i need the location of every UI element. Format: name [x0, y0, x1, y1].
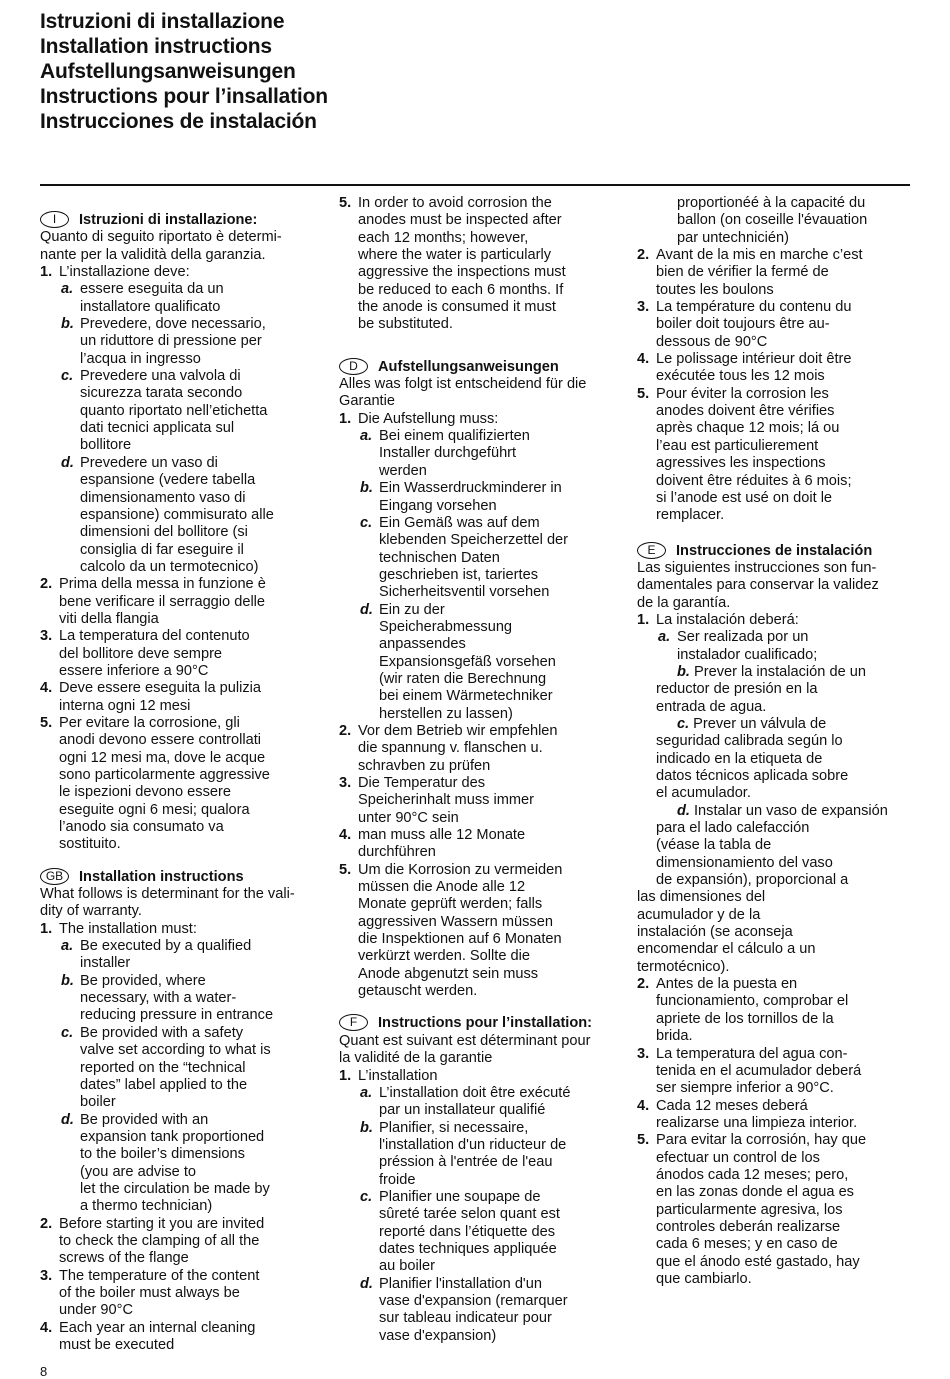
section-heading	[637, 542, 917, 560]
horizontal-rule	[40, 184, 910, 186]
sub-item-letter: b.	[677, 663, 690, 680]
list-item-1	[339, 1068, 629, 1085]
sub-item-text: essere eseguita da un installatore qualificato	[80, 281, 224, 315]
section-intro: Las siguientes instrucciones son fun- damentales para conservar la validez de la garantía.	[637, 559, 879, 611]
sub-item-d	[339, 602, 629, 723]
sub-item-a	[339, 1085, 629, 1120]
column-1	[40, 211, 330, 1371]
sub-item-text: Planifier, si necessaire, l'installation d'un riducteur de préssion à l'entrée de l'eau froide	[379, 1119, 567, 1188]
page-number: 8	[40, 1364, 48, 1379]
sub-item-c	[40, 368, 330, 455]
list-item-3	[40, 1268, 330, 1320]
item-text: In order to avoid corrosion the anodes must be inspected after each 12 months; however, where the water is particularly aggressive the inspections must be reduced to each 6 months. If the anode is consumed it must be substituted.	[358, 195, 566, 333]
list-item-5	[40, 715, 330, 854]
sub-item-b	[339, 1120, 629, 1189]
sub-item-letter: c.	[61, 368, 74, 385]
list-item-5	[339, 195, 629, 334]
section-es	[637, 542, 917, 1289]
sub-item-letter: d.	[360, 1275, 373, 1292]
item-number: 5.	[40, 714, 53, 731]
item-text: The temperature of the content of the boiler must always be under 90°C	[59, 1267, 260, 1319]
item-text: La instalación deberá:	[656, 611, 799, 628]
list-item-3	[339, 775, 629, 827]
item-text: Deve essere eseguita la pulizia interna ogni 12 mesi	[59, 680, 261, 714]
sub-item-letter: d.	[360, 601, 373, 618]
sub-item-a	[637, 629, 917, 664]
list-item-4	[637, 351, 917, 386]
list-item-3	[637, 299, 917, 351]
heading-text: Instructions pour l’installation:	[378, 1015, 593, 1032]
sub-item-letter: b.	[360, 1119, 373, 1136]
item-text: Pour éviter la corrosion les anodes doivent être vérifies après chaque 12 mois; lá ou l’eau est particulierement agressives les inspections doivent être réduites à 6 mois; si l’anode est usé on doit le remplacer.	[656, 385, 852, 524]
sub-item-letter: b.	[360, 480, 373, 497]
sub-item-a	[40, 281, 330, 316]
list-item-5	[637, 1132, 917, 1288]
sub-item-letter: a.	[658, 629, 671, 646]
sub-item-a	[339, 428, 629, 480]
sub-item-text: Instalar un vaso de expansión para el lado calefacción (véase la tabla de dimensionamiento del vaso de expansión), proporcional a	[656, 802, 888, 889]
sub-item-letter: c.	[677, 715, 690, 732]
title-it: Istruzioni di installazione	[40, 10, 285, 33]
item-text: Before starting it you are invited to check the clamping of all the screws of the flange	[59, 1215, 265, 1267]
item-text: Para evitar la corrosión, hay que efectuar un control de los ánodos cada 12 meses; pero, en las zonas donde el agua es particularmente agresiva, los controles deberán realizarse cada 6 meses; y en caso de que el ánodo esté gastado, hay que cambiarlo.	[656, 1132, 867, 1287]
sub-item-d	[40, 1112, 330, 1216]
item-text: Le polissage intérieur doit être exécutée tous les 12 mois	[656, 351, 852, 385]
heading-text: Instrucciones de instalación	[676, 542, 873, 559]
title-es: Instrucciones de instalación	[40, 110, 317, 133]
list-item-3	[40, 628, 330, 680]
item-number: 2.	[40, 576, 53, 593]
section-heading	[339, 1014, 629, 1032]
sub-item-text: Be provided, where necessary, with a water- reducing pressure in entrance	[80, 972, 274, 1024]
item-number: 5.	[637, 1132, 650, 1149]
item-number: 4.	[637, 1097, 650, 1114]
item-text: L’installazione deve:	[59, 264, 190, 281]
section-heading	[40, 211, 330, 229]
list-item-2	[637, 976, 917, 1045]
sub-item-letter: d.	[61, 1111, 74, 1128]
sub-item-letter: b.	[61, 972, 74, 989]
sub-item-text: Ein zu der Speicherabmessung anpassendes Expansionsgefäß vorsehen (wir raten die Berechnung bei einem Wärmetechniker herstellen zu lassen)	[379, 601, 556, 722]
sub-item-text: Bei einem qualifizierten Installer durchgeführt werden	[379, 428, 530, 479]
item-number: 3.	[637, 299, 650, 316]
sub-item-letter: c.	[360, 1188, 373, 1205]
item-number: 3.	[40, 628, 53, 645]
item-number: 2.	[339, 722, 352, 739]
section-de	[339, 358, 629, 1001]
section-fr-continued	[637, 195, 917, 525]
list-item-2	[339, 723, 629, 775]
item-number: 1.	[40, 920, 53, 937]
sub-item-text: Ein Wasserdruckminderer in Eingang vorsehen	[379, 480, 562, 514]
sub-item-text: Be provided with an expansion tank proportioned to the boiler’s dimensions (you are advise to let the circulation be made by a thermo technician)	[80, 1111, 270, 1215]
item-number: 1.	[339, 410, 352, 427]
list-item-4	[637, 1098, 917, 1133]
title-gb: Installation instructions	[40, 35, 272, 58]
sub-item-letter: c.	[360, 514, 373, 531]
title-fr: Instructions pour l’insallation	[40, 85, 328, 108]
sub-item-text: Prevedere una valvola di sicurezza tarata secondo quanto riportato nell’etichetta dati tecnici applicata sul bollitore	[80, 368, 268, 454]
sub-item-b	[339, 480, 629, 515]
language-badge: F	[339, 1014, 368, 1031]
sub-item-d-continued: las dimensiones del acumulador y de la instalación (se aconseja encomendar el cálculo a un termotécnico).	[637, 889, 816, 975]
item-number: 2.	[637, 976, 650, 993]
section-fr	[339, 1014, 629, 1345]
section-it	[40, 211, 330, 854]
sub-item-d	[637, 803, 917, 890]
sub-item-c	[40, 1025, 330, 1112]
sub-item-a	[40, 938, 330, 973]
sub-item-d	[339, 1276, 629, 1345]
item-text: The installation must:	[59, 920, 197, 937]
item-text: Prima della messa in funzione è bene verificare il serraggio delle viti della flangia	[59, 576, 266, 627]
item-text: La temperatura del contenuto del bollitore deve sempre essere inferiore a 90°C	[59, 628, 250, 679]
sub-item-text: Be executed by a qualified installer	[80, 938, 252, 972]
sub-item-text: proportionéé à la capacité du ballon (on coseille l'évauation par untechnicién)	[677, 195, 868, 246]
sub-item-letter: a.	[360, 1084, 373, 1101]
item-text: Each year an internal cleaning must be executed	[59, 1319, 256, 1353]
list-item-2	[637, 247, 917, 299]
item-number: 1.	[339, 1067, 352, 1084]
item-text: man muss alle 12 Monate durchführen	[358, 827, 526, 861]
item-text: Die Temperatur des Speicherinhalt muss immer unter 90°C sein	[358, 775, 534, 826]
sub-item-text: Prever la instalación de un reductor de presión en la entrada de agua.	[656, 663, 866, 715]
heading-text: Installation instructions	[79, 868, 244, 885]
item-number: 5.	[637, 385, 650, 402]
column-3	[637, 195, 917, 1305]
list-item-5	[339, 862, 629, 1001]
sub-item-text: Prevedere, dove necessario, un riduttore di pressione per l’acqua in ingresso	[80, 316, 266, 367]
sub-item-letter: a.	[61, 281, 74, 298]
item-number: 3.	[637, 1045, 650, 1062]
item-text: Antes de la puesta en funcionamiento, comprobar el apriete de los tornillos de la brida.	[656, 976, 849, 1045]
language-badge: D	[339, 358, 368, 375]
sub-item-d-continued	[637, 195, 917, 247]
item-number: 4.	[339, 827, 352, 844]
list-item-1	[339, 411, 629, 428]
sub-item-text: Ser realizada por un instalador cualificado;	[677, 629, 818, 663]
item-text: La temperatura del agua con- tenida en el acumulador deberá ser siempre inferior a 90°C.	[656, 1045, 862, 1097]
list-item-2	[40, 576, 330, 628]
section-intro: Alles was folgt ist entscheidend für die Garantie	[339, 376, 587, 410]
title-de: Aufstellungsanweisungen	[40, 60, 296, 83]
item-number: 3.	[339, 775, 352, 791]
list-item-1	[40, 264, 330, 281]
language-badge: I	[40, 211, 69, 228]
item-number: 1.	[637, 611, 650, 628]
document-titles	[40, 9, 328, 134]
item-number: 5.	[339, 195, 352, 211]
sub-item-text: Ein Gemäß was auf dem klebenden Speicherzettel der technischen Daten geschrieben ist, tariertes Sicherheitsventil vorsehen	[379, 514, 569, 601]
item-text: La température du contenu du boiler doit toujours être au- dessous de 90°C	[656, 299, 852, 350]
sub-item-b	[40, 316, 330, 368]
sub-item-text: Planifier une soupape de sûreté tarée selon quant est reporté dans l’étiquette des dates techniques appliquée au boiler	[379, 1188, 560, 1275]
item-number: 2.	[637, 247, 650, 264]
sub-item-b	[637, 664, 917, 716]
section-intro: What follows is determinant for the vali- dity of warranty.	[40, 886, 295, 920]
item-number: 4.	[40, 1319, 53, 1336]
list-item-1	[637, 612, 917, 629]
section-gb-continued	[339, 195, 629, 334]
sub-item-letter: d.	[677, 802, 690, 819]
section-intro: Quanto di seguito riportato è determi- nante per la validità della garanzia.	[40, 229, 282, 263]
item-number: 3.	[40, 1267, 53, 1284]
sub-item-c	[339, 515, 629, 602]
list-item-5	[637, 386, 917, 525]
heading-text: Istruzioni di installazione:	[79, 212, 258, 228]
sub-item-letter: b.	[61, 316, 74, 333]
sub-item-text: Be provided with a safety valve set according to what is reported on the “technical dates” label applied to the boiler	[80, 1024, 271, 1111]
column-2	[339, 195, 629, 1362]
list-item-1	[40, 921, 330, 938]
item-number: 5.	[339, 861, 352, 878]
sub-item-c	[339, 1189, 629, 1276]
item-number: 4.	[40, 680, 53, 697]
list-item-2	[40, 1216, 330, 1268]
sub-item-text: Prever un válvula de seguridad calibrada según lo indicado en la etiqueta de datos técnicos aplicada sobre el acumulador.	[656, 715, 849, 802]
language-badge: E	[637, 542, 666, 559]
list-item-4	[40, 1320, 330, 1355]
item-number: 4.	[637, 351, 650, 368]
list-item-4	[339, 827, 629, 862]
sub-item-text: Planifier l'installation d'un vase d'expansion (remarquer sur tableau indicateur pour vase d'expansion)	[379, 1275, 568, 1344]
sub-item-text: L’installation doit être exécuté par un installateur qualifié	[379, 1084, 571, 1119]
item-number: 2.	[40, 1215, 53, 1232]
heading-text: Aufstellungsanweisungen	[378, 358, 559, 375]
list-item-4	[40, 680, 330, 715]
sub-item-letter: a.	[360, 428, 373, 445]
sub-item-b	[40, 973, 330, 1025]
sub-item-text: Prevedere un vaso di espansione (vedere tabella dimensionamento vaso di espansione) commisurato alle dimensioni del bollitore (si consiglia di far eseguire il calcolo da un termotecnico)	[80, 454, 274, 575]
section-heading	[339, 358, 629, 376]
item-text: Die Aufstellung muss:	[358, 410, 499, 427]
item-text: Vor dem Betrieb wir empfehlen die spannung v. flanschen u. schravben zu prüfen	[358, 722, 558, 774]
list-item-3	[637, 1046, 917, 1098]
item-text: Avant de la mis en marche c’est bien de vérifier la fermé de toutes les boulons	[656, 247, 863, 298]
sub-item-c	[637, 716, 917, 803]
language-badge: GB	[40, 868, 69, 885]
item-text: Um die Korrosion zu vermeiden müssen die Anode alle 12 Monate geprüft werden; falls aggressiven Wassern müssen die Inspektionen auf 6 Monaten verkürzt werden. Sollte die Anode abgenutzt sein muss getauscht werden.	[358, 861, 563, 1000]
sub-item-letter: a.	[61, 938, 74, 955]
sub-item-d	[40, 455, 330, 576]
section-intro: Quant est suivant est déterminant pour la validité de la garantie	[339, 1032, 591, 1067]
item-text: Cada 12 meses deberá realizarse una limpieza interior.	[656, 1097, 858, 1131]
sub-item-letter: c.	[61, 1024, 74, 1041]
item-text: Per evitare la corrosione, gli anodi devono essere controllati ogni 12 mesi ma, dove le acque sono particolarmente aggressive le ispezioni devono essere eseguite ogni 6 mesi; qualora l’anodo sia consumato va sostituito.	[59, 714, 270, 853]
section-heading	[40, 868, 330, 886]
item-number: 1.	[40, 264, 53, 281]
sub-item-letter: d.	[61, 454, 74, 471]
item-text: L’installation	[358, 1067, 438, 1084]
section-gb	[40, 868, 330, 1355]
